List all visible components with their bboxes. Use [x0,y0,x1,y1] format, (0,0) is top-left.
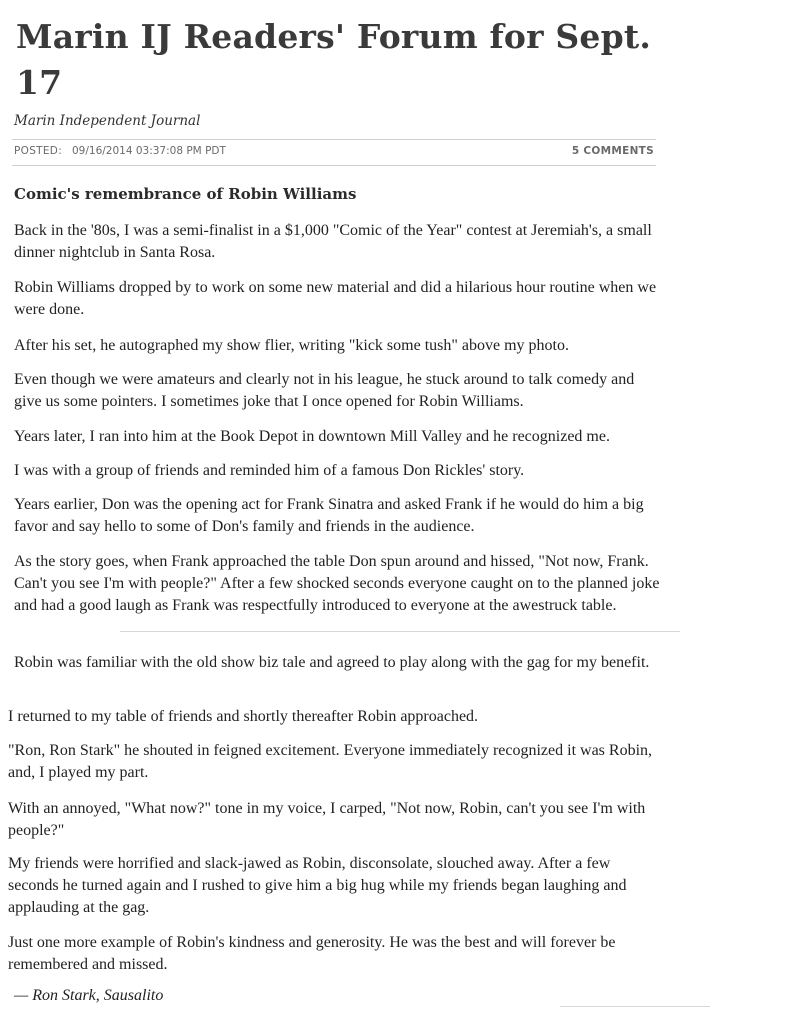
article-meta [14,145,656,161]
paragraph-1: Back in the '80s, I was a semi-finalist in a $1,000 "Comic of the Year" contest at Jeremiah's, a small dinner nightclub in Santa Rosa. [14,222,652,261]
letter-signature: — Ron Stark, Sausalito [14,987,164,1004]
article-title: Marin IJ Readers' Forum for Sept. 17 [16,17,652,102]
scan-artifact-line [120,631,680,632]
paragraph-13: My friends were horrified and slack-jawed as Robin, disconsolate, slouched away. After a few seconds he turned again and I rushed to give him a big hug while my friends began laughing and applauding at the gag. [8,855,627,916]
paragraph-2: Robin Williams dropped by to work on some new material and did a hilarious hour routine when we were done. [14,279,657,318]
paragraph-10: I returned to my table of friends and shortly thereafter Robin approached. [8,708,479,725]
scan-artifact-line-bottom [560,1006,710,1007]
paragraph-5: Years later, I ran into him at the Book Depot in downtown Mill Valley and he recognized me. [14,428,610,445]
article-source: Marin Independent Journal [14,113,201,129]
paragraph-7: Years earlier, Don was the opening act for Frank Sinatra and asked Frank if he would do him a big favor and say hello to some of Don's family and friends in the audience. [14,496,644,535]
paragraph-6: I was with a group of friends and reminded him of a famous Don Rickles' story. [14,462,525,479]
paragraph-9: Robin was familiar with the old show biz tale and agreed to play along with the gag for my benefit. [14,654,650,671]
paragraph-8: As the story goes, when Frank approached the table Don spun around and hissed, "Not now, Frank. Can't you see I'm with people?" After a few shocked seconds everyone caught on to the planned joke and had a good laugh as Frank was respectfully introduced to everyone at the awestruck table. [14,553,660,614]
paragraph-14: Just one more example of Robin's kindness and generosity. He was the best and will forever be remembered and missed. [8,934,616,973]
meta-divider-bottom [12,165,656,166]
letter-headline: Comic's remembrance of Robin Williams [14,185,357,203]
meta-divider-top [12,139,656,140]
posted-timestamp: 09/16/2014 03:37:08 PM PDT [72,145,226,157]
paragraph-12: With an annoyed, "What now?" tone in my voice, I carped, "Not now, Robin, can't you see I'm with people?" [8,800,646,839]
posted-label: POSTED: [14,145,63,157]
comments-link[interactable]: 5 COMMENTS [571,145,654,157]
paragraph-11: "Ron, Ron Stark" he shouted in feigned excitement. Everyone immediately recognized it was Robin, and, I played my part. [8,742,653,781]
paragraph-4: Even though we were amateurs and clearly not in his league, he stuck around to talk comedy and give us some pointers. I sometimes joke that I once opened for Robin Williams. [14,371,635,410]
paragraph-3: After his set, he autographed my show flier, writing "kick some tush" above my photo. [14,337,569,354]
